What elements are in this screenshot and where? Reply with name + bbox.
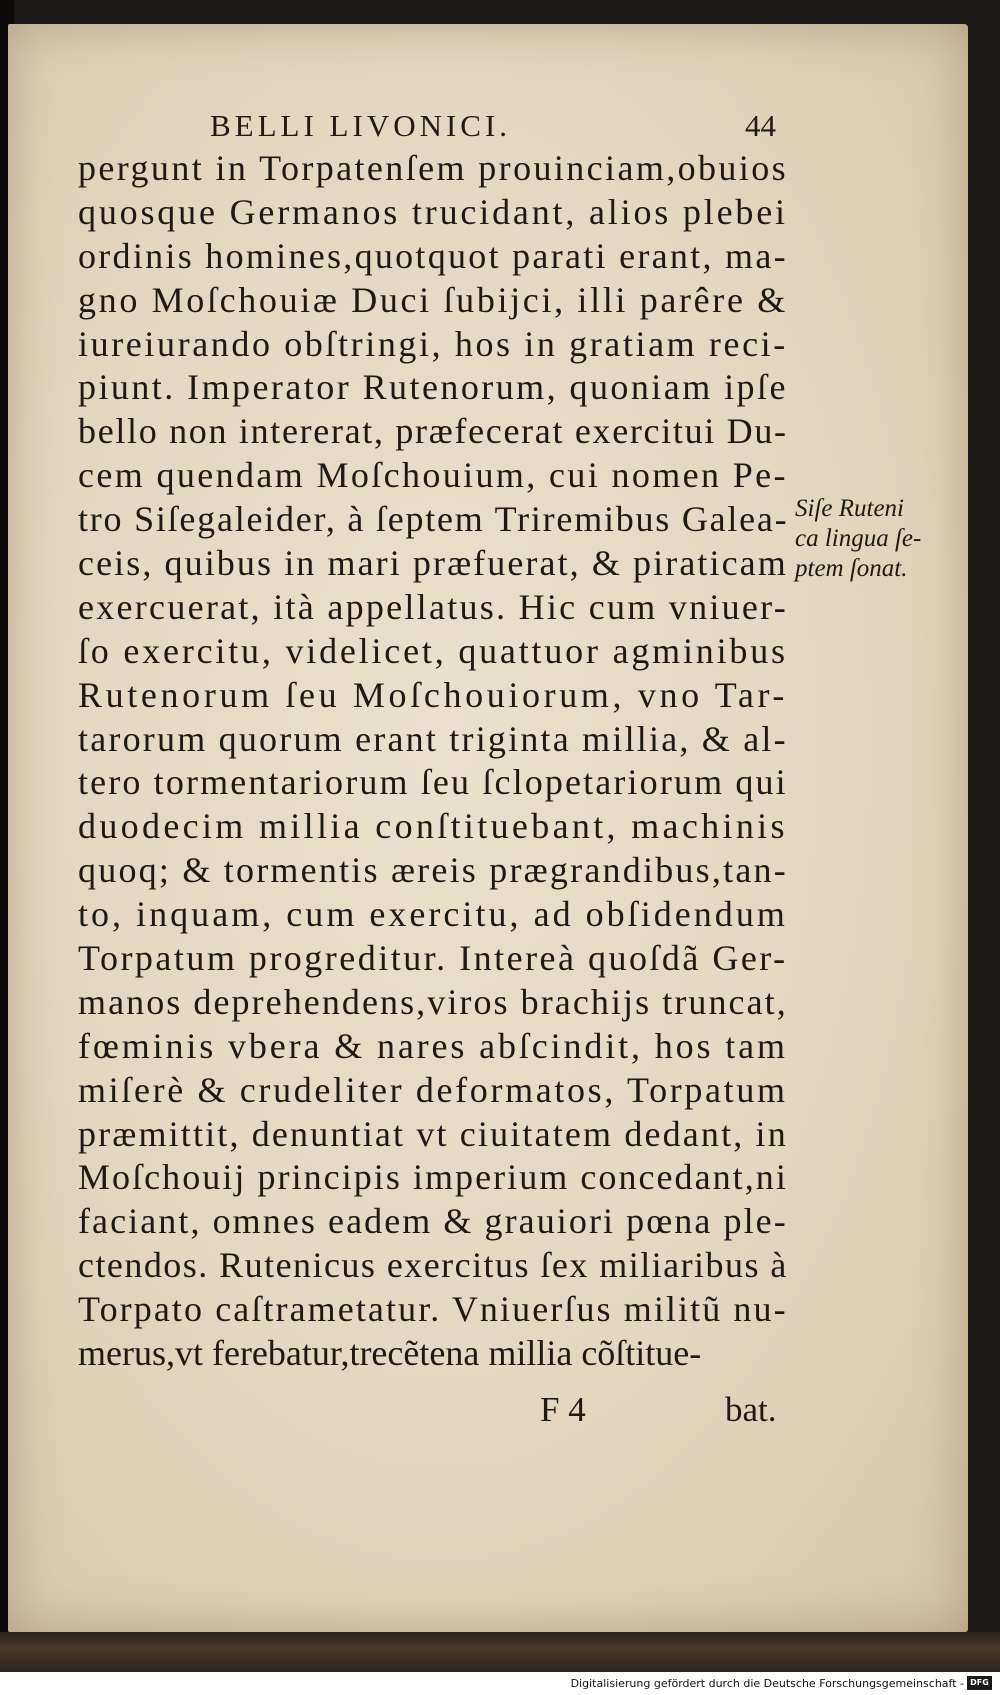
marginal-note-line: ptem ſonat.: [795, 555, 908, 582]
running-head: BELLI LIVONICI.: [210, 108, 512, 143]
text-line: ceis, quibus in mari præfuerat, & piraticam: [78, 543, 788, 584]
text-line: to, inquam, cum exercitu, ad obſidendum: [78, 894, 788, 935]
text-line: ctendos. Rutenicus exercitus ſex miliaribus à: [78, 1245, 788, 1286]
text-line: merus,vt ferebatur,trecẽtena millia cõſtitue-: [78, 1333, 702, 1374]
text-line: miſerè & crudeliter deformatos, Torpatum: [78, 1069, 788, 1110]
dfg-logo: DFG: [967, 1676, 992, 1690]
text-line: cem quendam Moſchouium, cui nomen Pe-: [78, 455, 788, 496]
text-line: tero tormentariorum ſeu ſclopetariorum qui: [78, 762, 788, 803]
text-line: bello non intererat, præfecerat exercitui Du-: [78, 411, 788, 452]
text-line: manos deprehendens,viros brachijs truncat,: [78, 981, 788, 1022]
text-line: Moſchouij principis imperium concedant,ni: [78, 1157, 788, 1198]
signature-mark: F 4: [540, 1390, 586, 1429]
text-line: tarorum quorum erant triginta millia, & al-: [78, 718, 788, 759]
text-line: Torpatum progreditur. Intereà quoſdã Ger-: [78, 938, 788, 979]
page-number: 44: [745, 108, 776, 143]
text-line: fœminis vbera & nares abſcindit, hos tam: [78, 1025, 788, 1066]
text-line: faciant, omnes eadem & grauiori pœna ple-: [78, 1201, 788, 1242]
text-line: pergunt in Torpatenſem prouinciam,obuios: [78, 148, 789, 188]
text-line: quoq; & tormentis æreis prægrandibus,tan-: [78, 850, 788, 891]
body-text: [78, 147, 788, 1376]
marginal-note: [795, 494, 955, 584]
marginal-note-line: Siſe Ruteni: [795, 495, 904, 522]
text-line: Rutenorum ſeu Moſchouiorum, vno Tar-: [78, 674, 789, 715]
text-line: tro Siſegaleider, à ſeptem Triremibus Galea-: [78, 499, 789, 540]
marginal-note-line: ca lingua ſe-: [795, 525, 922, 552]
text-line: ſo exercitu, videlicet, quattuor agminibus: [78, 630, 788, 671]
text-line: præmittit, denuntiat vt ciuitatem dedant, in: [78, 1113, 788, 1154]
text-line: ordinis homines,quotquot parati erant, ma-: [78, 235, 788, 276]
text-line: piunt. Imperator Rutenorum, quoniam ipſe: [78, 367, 788, 408]
catchword: bat.: [725, 1390, 777, 1429]
text-line: exercuerat, ità appellatus. Hic cum vniuer-: [78, 586, 788, 627]
text-line: iureiurando obſtringi, hos in gratiam reci-: [78, 323, 788, 364]
page-bottom-edge: [0, 1632, 1000, 1672]
footer-credit: Digitalisierung gefördert durch die Deutsche Forschungsgemeinschaft -: [570, 1677, 964, 1690]
text-line: duodecim millia conſtituebant, machinis: [78, 806, 788, 847]
text-line: quosque Germanos trucidant, alios plebei: [78, 191, 788, 232]
text-line: Torpato caſtrametatur. Vniuerſus militũ nu-: [78, 1289, 788, 1330]
text-line: gno Moſchouiæ Duci ſubijci, illi parêre &: [78, 279, 788, 320]
